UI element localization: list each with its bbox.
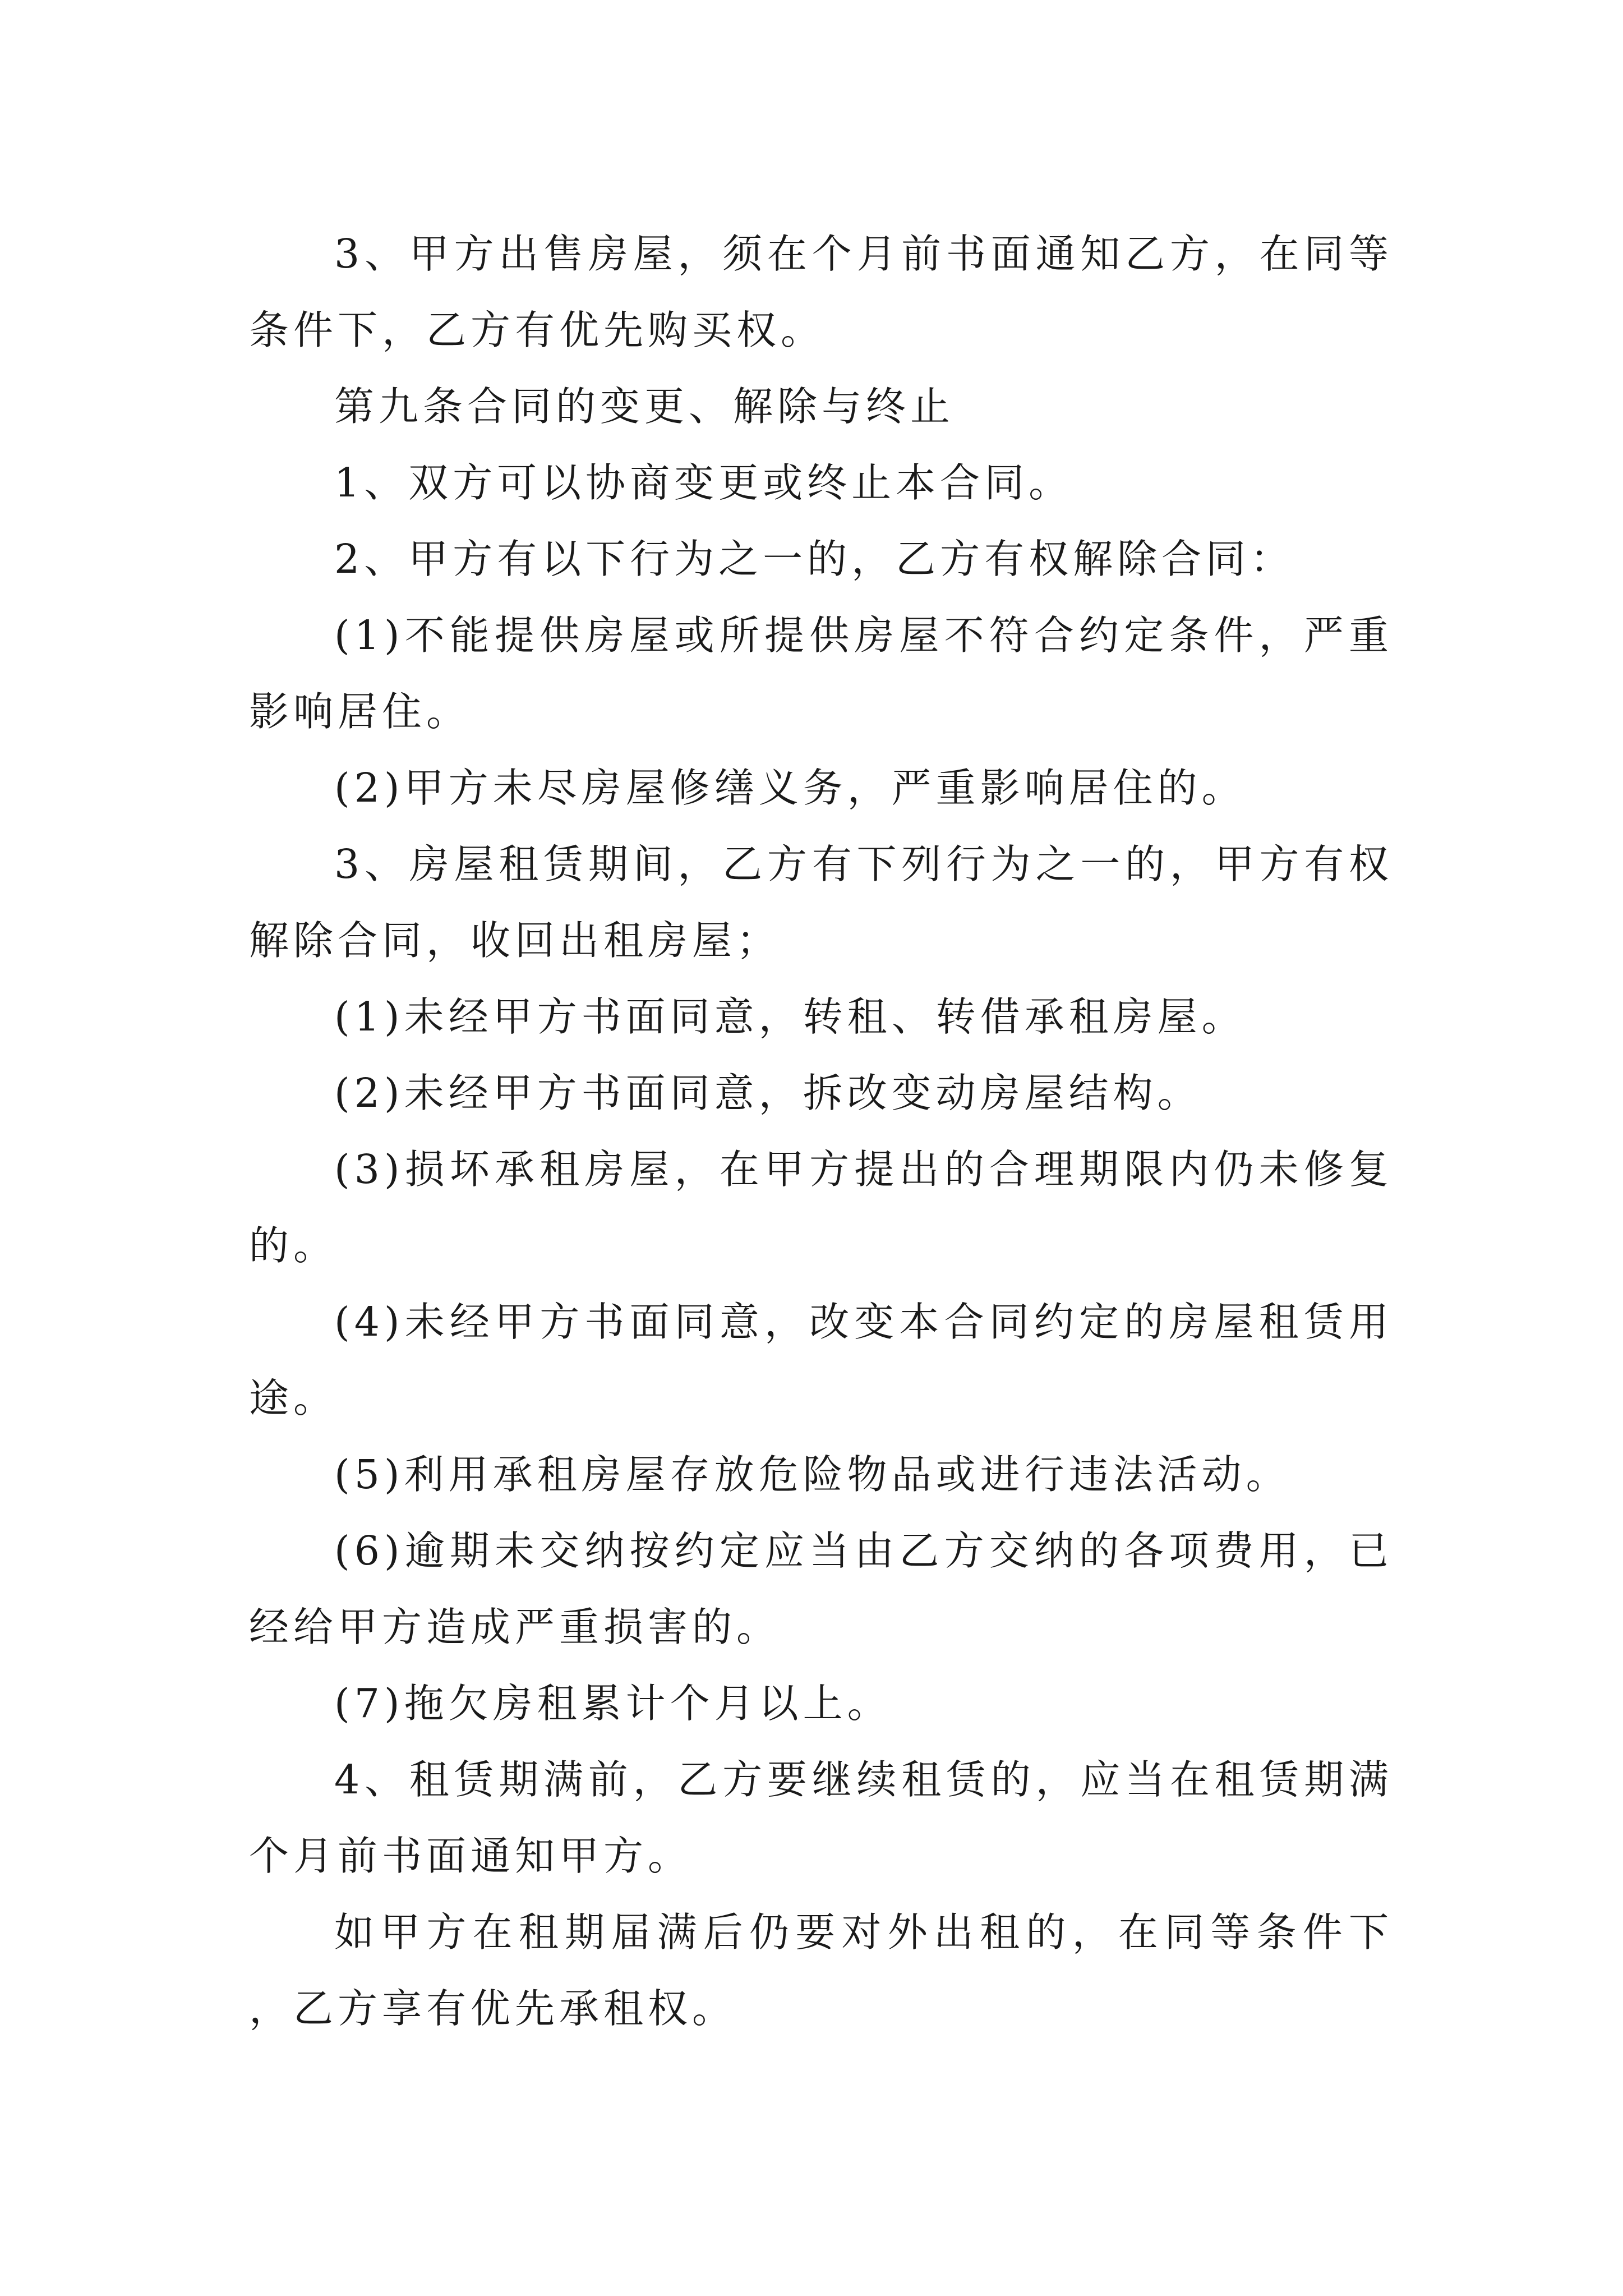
clause-item: (4)未经甲方书面同意，改变本合同约定的房屋租赁用途。 — [249, 1299, 1393, 1421]
clause-item: (1)不能提供房屋或所提供房屋不符合约定条件，严重影响居住。 — [249, 612, 1393, 735]
clause-item: (1)未经甲方书面同意，转租、转借承租房屋。 — [334, 993, 1246, 1040]
paragraph-sale-notice: 3、甲方出售房屋，须在个月前书面通知乙方，在同等条件下，乙方有优先购买权。 — [249, 231, 1393, 353]
paragraph-party-b-rescind: 2、甲方有以下行为之一的，乙方有权解除合同： — [334, 536, 1295, 582]
document-body — [249, 216, 1393, 2047]
paragraph-party-a-rescind: 3、房屋租赁期间，乙方有下列行为之一的，甲方有权解除合同，收回出租房屋； — [249, 841, 1393, 964]
clause-item: (2)未经甲方书面同意，拆改变动房屋结构。 — [334, 1070, 1202, 1116]
clause-item: (3)损坏承租房屋，在甲方提出的合理期限内仍未修复的。 — [249, 1146, 1393, 1269]
clause-item: (2)甲方未尽房屋修缮义务，严重影响居住的。 — [334, 765, 1246, 811]
article-nine-heading: 第九条合同的变更、解除与终止 — [334, 383, 955, 430]
clause-item: (6)逾期未交纳按约定应当由乙方交纳的各项费用，已经给甲方造成严重损害的。 — [249, 1527, 1393, 1650]
clause-item: (5)利用承租房屋存放危险物品或进行违法活动。 — [334, 1451, 1290, 1498]
paragraph-mutual-termination: 1、双方可以协商变更或终止本合同。 — [334, 459, 1073, 506]
clause-item: (7)拖欠房租累计个月以上。 — [334, 1680, 892, 1727]
paragraph-renewal-notice: 4、租赁期满前，乙方要继续租赁的，应当在租赁期满个月前书面通知甲方。 — [249, 1756, 1393, 1879]
paragraph-priority-lease: 如甲方在租期届满后仍要对外出租的，在同等条件下，乙方享有优先承租权。 — [249, 1909, 1393, 2032]
